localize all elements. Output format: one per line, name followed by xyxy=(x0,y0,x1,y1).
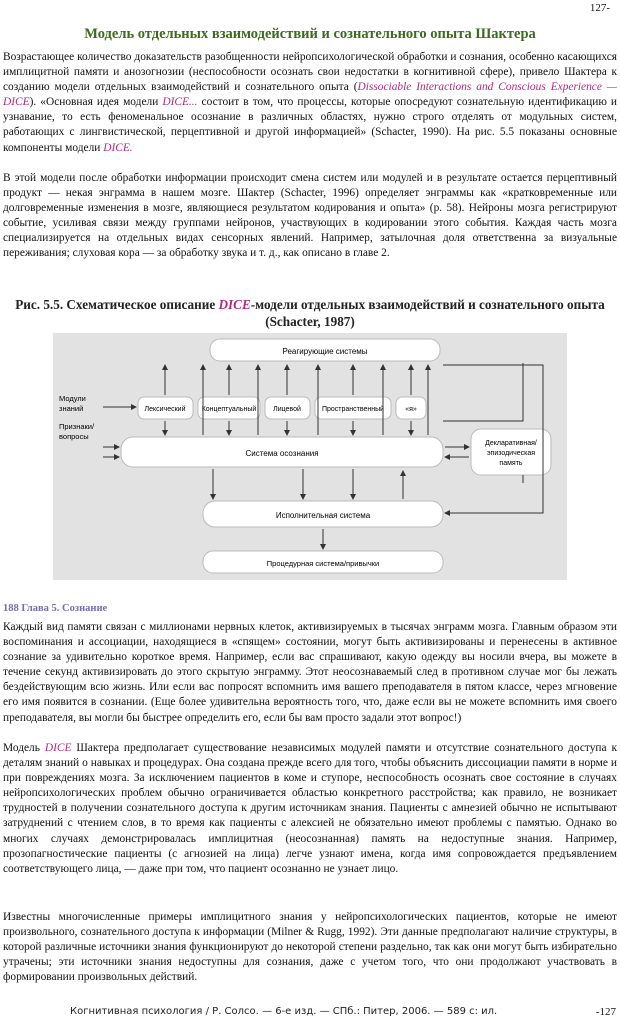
cues-label-2: вопросы xyxy=(59,432,89,441)
paragraph-3: Каждый вид памяти связан с миллионами нервных клеток, активизируемых в тысячах энграмм мозга. Главным образом эти воспоминания и ассоциации, находящиеся в «спящем» состоянии, могут быть активизированы и перенесены в активное сознание за удивительно короткое время. Например, если вас спрашивают, какую одежду вы носили вчера, вы можете в течение секунд активизировать до этого скрытую энграмму. Этот неосознаваемый след в противном случае мог бы лежать бездействующим всю жизнь. Или если вас попросят вспомнить имя вашего преподавателя в пятом классе, через мгновение его имя появится в сознании. (Еще более удивительна вероятность того, что, даже если вы не можете вспомнить имя своего преподавателя, вы могли бы быстрее определить его, если бы вам просто задали этот вопрос!) xyxy=(3,621,617,724)
response-systems-label: Реагирующие системы xyxy=(282,347,368,356)
section-title: Модель отдельных взаимодействий и сознательного опыта Шактера xyxy=(84,26,536,42)
paragraph-4: Модель DICE Шактера предполагает существование независимых модулей памяти и отсутствие сознательного доступа к деталям знаний о навыках и процедурах. Она создана прежде всего для того, чтобы объяснить диссоциации памяти в норме и при повреждениях мозга. За исключением пациентов в коме и ступоре, неспособность осознать свое состояние в случаях нейропсихологических проблем обычно ограничивается областью конкретного расстройства; как правило, не возникает трудностей в получении сознательного доступа к другим источникам знания. Пациенты с амнезией обычно не испытывают затруднений с чтением слов, в то время как пациенты с алексией не обязательно имеют проблемы с памятью. Однако во многих случаях демонстрировалась имплицитная (неосознанная) память на недоступные знания. Например, прозопагностические пациенты (с агнозией на лица) легче узнают имена, когда имя сопровождается предъявлением соответствующего лица, — даже при том, что пациент осознанно не узнает лицо. xyxy=(3,742,617,875)
module-conceptual: Концептуальный xyxy=(201,406,257,413)
modules-label-1: Модули xyxy=(59,394,86,403)
cues-label-1: Признаки/ xyxy=(59,422,95,431)
module-face: Лицевой xyxy=(273,406,301,413)
memory-label-1: Декларативная/ xyxy=(485,440,537,447)
module-self: «я» xyxy=(405,406,417,413)
paragraph-2: В этой модели после обработки информации происходит смена систем или модулей и в результате остается перцептивный продукт — некая энграмма в нашем мозге. Шактер (Schacter, 1996) определяет энграммы как «кратковременные или долговременные изменения в мозге, являющиеся результатом кодирования и опыта» (р. 58). Нейроны мозга регистрируют событие, усиливая связи между группами нейронов, участвующих в кодировании этого события. Каждая часть мозга специализируется на отдельных видах сенсорных явлений. Например, затылочная доля ответственна за визуальные переживания; слуховая кора — за обработку звука и т. д., как описано в главе 2. xyxy=(3,172,617,260)
page-number-top: 127- xyxy=(589,2,610,14)
module-spatial: Пространственный xyxy=(321,406,385,413)
procedural-system-label: Процедурная система/привычки xyxy=(266,559,380,568)
memory-label-2: эпизодическая xyxy=(486,450,536,457)
paragraph-1: Возрастающее количество доказательств разобщенности нейропсихологической обработки и сознания, особенно касающихся имплицитной памяти и анозогнозии (неспособности осознать свои недостатки в когнитивной сфере), привело Шактера к созданию модели отдельных взаимодействий и сознательного опыта (Dissociable Interactions and Conscious Experience — DICE). «Основная идея модели DICE... состоит в том, что процессы, которые опосредуют сознательную идентификацию и узнавание, то есть феноменальное осознание в различных областях, нужно строго отделять от модульных систем, работающих с лингвистической, перцептивной и другой информацией» (Schacter, 1990). На рис. 5.5 показаны основные компоненты модели DICE. xyxy=(3,51,618,154)
awareness-system-label: Система осознания xyxy=(245,449,319,458)
modules-label-2: знаний xyxy=(59,404,84,413)
paragraph-5: Известны многочисленные примеры имплицитного знания у нейропсихологических пациентов, которые не имеют произвольного, сознательного доступа к информации (Milner & Rugg, 1992). Эти данные предполагают наличие структуры, в которой различные источники знания функционируют до некоторой степени раздельно, так как они могут быть избирательно утрачены; эти источники знания недоступны для сознания, даже с учетом того, что они продолжают участвовать в формировании произвольных действий. xyxy=(3,911,617,984)
module-lexical: Лексический xyxy=(144,406,186,413)
chapter-header: 188 Глава 5. Сознание xyxy=(3,603,108,614)
footer-citation: Когнитивная психология / Р. Солсо. — 6-е изд. — СПб.: Питер, 2006. — 589 с: ил. xyxy=(70,1006,498,1017)
executive-system-label: Исполнительная система xyxy=(275,511,371,520)
dice-model-diagram xyxy=(53,333,567,580)
memory-label-3: память xyxy=(499,460,523,467)
page-number-bottom: -127 xyxy=(595,1006,616,1018)
figure-caption: Рис. 5.5. Схематическое описание DICE-модели отдельных взаимодействий и сознательного опыта (Schacter, 1987) xyxy=(15,297,605,329)
